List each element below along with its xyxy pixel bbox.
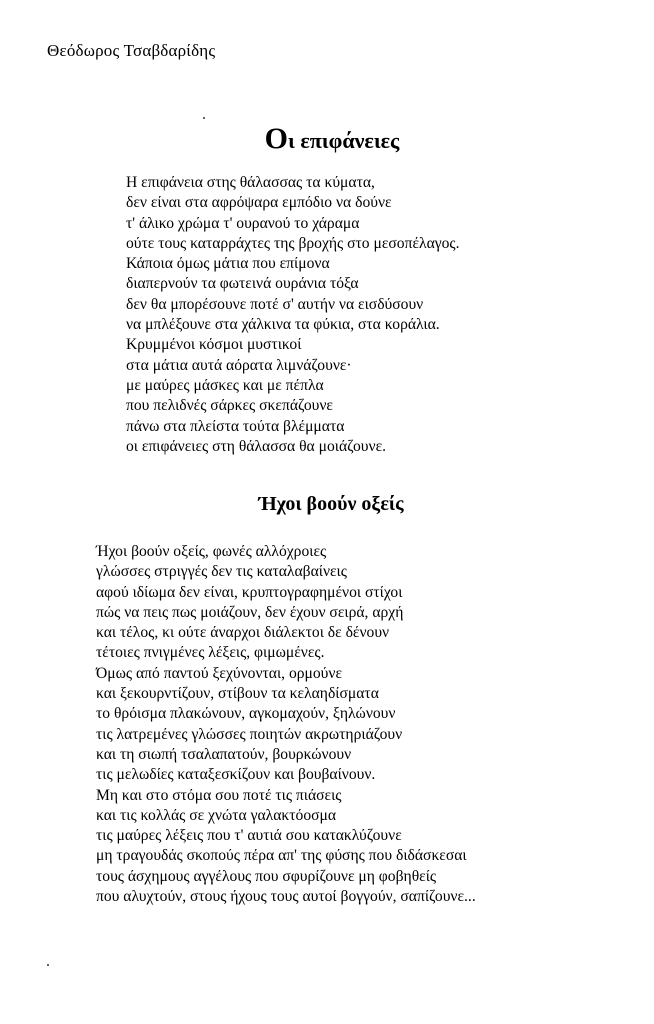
scan-speck	[203, 117, 205, 119]
poem-line: να μπλέξουνε στα χάλκινα τα φύκια, στα κοράλια.	[126, 316, 440, 334]
poem-line: οι επιφάνειες στη θάλασσα θα μοιάζουνε.	[126, 437, 387, 455]
poem-line: και τη σιωπή τσαλαπατούν, βουρκώνουν	[96, 745, 352, 763]
poem-line: τις λατρεμένες γλώσσες ποιητών ακρωτηριάζουν	[96, 725, 403, 743]
poem-line: που αλυχτούν, στους ήχους τους αυτοί βογγούν, σαπίζουνε...	[96, 888, 476, 906]
poem-body-epifaneies	[126, 173, 460, 457]
poem-line: Μη και στο στόμα σου ποτέ τις πιάσεις	[96, 786, 342, 804]
author-name: Θεόδωρος Τσαβδαρίδης	[47, 41, 216, 60]
poem-line: τέτοιες πνιγμένες λέξεις, φιμωμένες.	[96, 644, 325, 662]
poem-line: δεν θα μπορέσουνε ποτέ σ' αυτήν να εισδύσουν	[126, 295, 424, 313]
poem-line: Όμως από παντού ξεχύνονται, ορμούνε	[96, 664, 342, 682]
poem-line: και τις κολλάς σε χνώτα γαλακτόοσμα	[96, 806, 337, 824]
poem-line: δεν είναι στα αφρόψαρα εμπόδιο να δούνε	[126, 194, 392, 212]
poem-line: και ξεκουρντίζουν, στίβουν τα κελαηδίσματα	[96, 685, 379, 703]
poem-line: τις μαύρες λέξεις που τ' αυτιά σου κατακλύζουνε	[96, 827, 402, 845]
poem-line: μη τραγουδάς σκοπούς πέρα απ' της φύσης που διδάσκεσαι	[96, 847, 467, 865]
poem-line: γλώσσες στριγγές δεν τις καταλαβαίνεις	[96, 563, 347, 581]
poem-line: με μαύρες μάσκες και με πέπλα	[126, 376, 324, 394]
poem-line: Κρυμμένοι κόσμοι μυστικοί	[126, 336, 302, 354]
poem-line: ούτε τους καταρράχτες της βροχής στο μεσοπέλαγος.	[126, 234, 460, 252]
poem-line: αφού ιδίωμα δεν είναι, κρυπτογραφημένοι στίχοι	[96, 583, 403, 601]
poem-line: που πελιδνές σάρκες σκεπάζουνε	[126, 397, 333, 415]
poem-line: στα μάτια αυτά αόρατα λιμνάζουνε·	[126, 356, 352, 374]
poem-line: τ' άλικο χρώμα τ' ουρανού το χάραμα	[126, 214, 360, 232]
poem-title-initial: Ο	[264, 122, 288, 155]
scan-speck	[47, 964, 49, 966]
poem-line: πώς να πεις πως μοιάζουν, δεν έχουν σειρά, αρχή	[96, 603, 404, 621]
poem-line: τους άσχημους αγγέλους που σφυρίζουνε μη φοβηθείς	[96, 867, 437, 885]
poem-line: το θρόισμα πλακώνουν, αγκομαχούν, ξηλώνουν	[96, 705, 396, 723]
poem-line: Κάποια όμως μάτια που επίμονα	[126, 255, 330, 273]
poem-line: Η επιφάνεια στης θάλασσας τα κύματα,	[126, 174, 375, 191]
poem-line: τις μελωδίες καταξεσκίζουν και βουβαίνουν.	[96, 766, 376, 784]
poem-line: πάνω στα πλείστα τούτα βλέμματα	[126, 417, 345, 435]
poem-line: και τέλος, κι ούτε άναρχοι διάλεκτοι δε δένουν	[96, 624, 390, 642]
poem-body-ichoi	[96, 542, 476, 907]
poem-line: διαπερνούν τα φωτεινά ουράνια τόξα	[126, 275, 359, 293]
poem-title-rest: ι επιφάνειες	[288, 128, 400, 153]
poem-title-ichoi: Ήχοι βοούν οξείς	[258, 493, 404, 515]
poem-line: Ήχοι βοούν οξείς, φωνές αλλόχροιες	[96, 543, 327, 560]
poem-title-epifaneies	[0, 122, 654, 156]
